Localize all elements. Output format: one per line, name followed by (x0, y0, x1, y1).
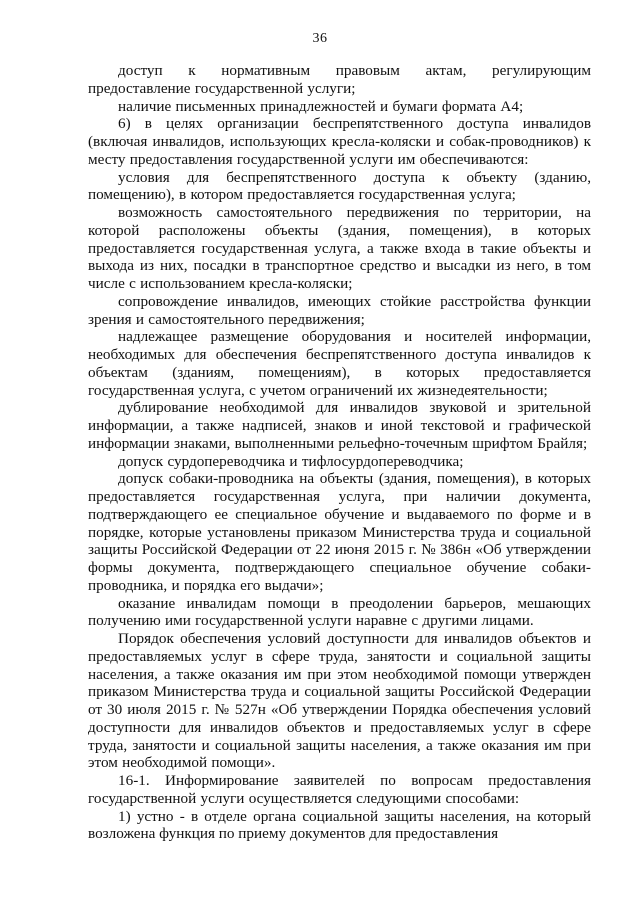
paragraph: дублирование необходимой для инвалидов звуковой и зрительной информации, а также надписей, знаков и иной текстовой и графической информации знаками, выполненными рельефно-точечным шрифтом Брайля; (88, 399, 591, 452)
paragraph: допуск сурдопереводчика и тифлосурдопереводчика; (118, 452, 464, 470)
paragraph: доступ к нормативным правовым актам, регулирующим предоставление государственной услуги; (88, 62, 591, 97)
paragraph: 16-1. Информирование заявителей по вопросам предоставления государственной услуги осуществляется следующими способами: (88, 772, 591, 807)
paragraph: сопровождение инвалидов, имеющих стойкие расстройства функции зрения и самостоятельного передвижения; (88, 292, 591, 328)
paragraph: наличие письменных принадлежностей и бумаги формата А4; (118, 97, 524, 115)
page-number: 36 (312, 31, 328, 46)
paragraph: возможность самостоятельного передвижения по территории, на которой расположены объекты (здания, помещения), в которых предоставляется государственная услуга, а также входа в такие объекты и выхода из них, посадки в транспортное средство и высадки из него, в том числе с использованием кресла-коляски; (88, 204, 591, 292)
paragraph: допуск собаки-проводника на объекты (здания, помещения), в которых предоставляется государственная услуга, при наличии документа, подтверждающего ее специальное обучение и выдаваемого по форме и в порядке, которые установлены приказом Министерства труда и социальной защиты Российской Федерации от 22 июня 2015 г. № 386н «Об утверждении формы документа, подтверждающего специальное обучение собаки-проводника, и порядка его выдачи»; (88, 470, 591, 594)
paragraph: 1) устно - в отделе органа социальной защиты населения, на который возложена функция по приему документов для предоставления (88, 807, 591, 843)
paragraph: оказание инвалидам помощи в преодолении барьеров, мешающих получению ими государственной услуги наравне с другими лицами. (88, 594, 591, 630)
paragraph: Порядок обеспечения условий доступности для инвалидов объектов и предоставляемых услуг в сфере труда, занятости и социальной защиты населения, а также оказания им при этом необходимой помощи утвержден приказом Министерства труда и социальной защиты Российской Федерации от 30 июля 2015 г. № 527н «Об утверждении Порядка обеспечения условий доступности для инвалидов объектов и предоставляемых услуг в сфере труда, занятости и социальной защиты населения, а также оказания им при этом необходимой помощи». (88, 630, 591, 772)
paragraph: 6) в целях организации беспрепятственного доступа инвалидов (включая инвалидов, использующих кресла-коляски и собак-проводников) к месту предоставления государственной услуги им обеспечиваются: (88, 115, 591, 168)
document-body (88, 62, 591, 843)
paragraph: надлежащее размещение оборудования и носителей информации, необходимых для обеспечения беспрепятственного доступа инвалидов к объектам (зданиям, помещениям), в которых предоставляется государственная услуга, с учетом ограничений их жизнедеятельности; (88, 328, 591, 399)
paragraph: условия для беспрепятственного доступа к объекту (зданию, помещению), в котором предоставляется государственная услуга; (88, 168, 591, 204)
